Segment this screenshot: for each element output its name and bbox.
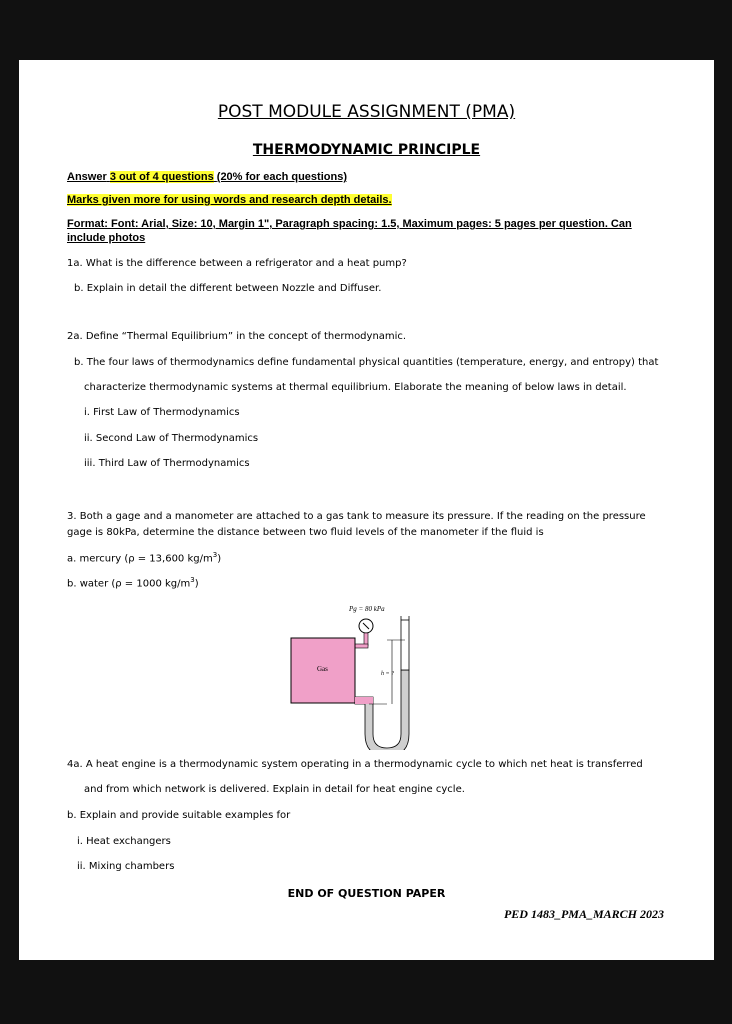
q4a-line2: and from which network is delivered. Explain in detail for heat engine cycle. xyxy=(84,784,465,795)
q3b xyxy=(67,576,199,589)
answer-instruction xyxy=(67,171,347,183)
answer-prefix: Answer xyxy=(67,171,107,183)
manometer-open-leg xyxy=(401,620,409,670)
q3b-close: ) xyxy=(194,578,199,590)
document-page xyxy=(19,60,714,960)
page-title: POST MODULE ASSIGNMENT (PMA) xyxy=(217,102,516,122)
q2a: 2a. Define “Thermal Equilibrium” in the concept of thermodynamic. xyxy=(67,331,407,342)
page-subtitle: THERMODYNAMIC PRINCIPLE xyxy=(252,142,481,158)
q1a: 1a. What is the difference between a refrigerator and a heat pump? xyxy=(67,258,407,269)
q4b-i: i. Heat exchangers xyxy=(77,836,171,847)
q2b-iii: iii. Third Law of Thermodynamics xyxy=(84,458,250,469)
q3a xyxy=(67,551,221,564)
q3a-exponent: 3 xyxy=(212,551,218,559)
q3a-text: a. mercury (ρ = 13,600 kg/m xyxy=(67,553,213,565)
q2b-line2: characterize thermodynamic systems at thermal equilibrium. Elaborate the meaning of below laws in detail. xyxy=(84,382,627,393)
q2b-line1: b. The four laws of thermodynamics define fundamental physical quantities (temperature, energy, and entropy) that xyxy=(74,357,659,368)
q4a-line1: 4a. A heat engine is a thermodynamic system operating in a thermodynamic cycle to which net heat is transferred xyxy=(67,759,643,770)
gage-label: Pg = 80 kPa xyxy=(349,605,385,613)
q3b-text: b. water (ρ = 1000 kg/m xyxy=(67,578,191,590)
format-instruction: Format: Font: Arial, Size: 10, Margin 1", Paragraph spacing: 1.5, Maximum pages: 5 pages per question. Can include photos xyxy=(67,218,632,244)
q1b: b. Explain in detail the different between Nozzle and Diffuser. xyxy=(74,283,382,294)
q3-text: 3. Both a gage and a manometer are attached to a gas tank to measure its pressure. If the reading on the pressure gage is 80kPa, determine the distance between two fluid levels of the manometer if the fluid is xyxy=(67,511,646,538)
course-code: PED 1483_PMA_MARCH 2023 xyxy=(503,907,664,921)
q2b-i: i. First Law of Thermodynamics xyxy=(84,407,240,418)
manometer-inlet xyxy=(355,697,373,704)
gage-icon xyxy=(359,619,373,633)
q3a-close: ) xyxy=(217,553,222,565)
answer-highlight: 3 out of 4 questions xyxy=(109,171,214,183)
tank-label: Gas xyxy=(317,665,328,673)
manometer-tube xyxy=(355,670,409,750)
marks-note xyxy=(67,194,392,206)
end-of-paper: END OF QUESTION PAPER xyxy=(287,887,446,900)
marks-note-text: Marks given more for using words and research depth details. xyxy=(67,194,392,206)
manometer-figure xyxy=(289,600,449,750)
q4b-ii: ii. Mixing chambers xyxy=(77,861,175,872)
q4b: b. Explain and provide suitable examples for xyxy=(67,810,291,821)
gage-pipe xyxy=(355,633,368,648)
height-label: h = ? xyxy=(381,671,395,677)
q3b-exponent: 3 xyxy=(190,576,195,584)
q2b-ii: ii. Second Law of Thermodynamics xyxy=(84,433,259,444)
answer-suffix: (20% for each questions) xyxy=(216,171,347,183)
